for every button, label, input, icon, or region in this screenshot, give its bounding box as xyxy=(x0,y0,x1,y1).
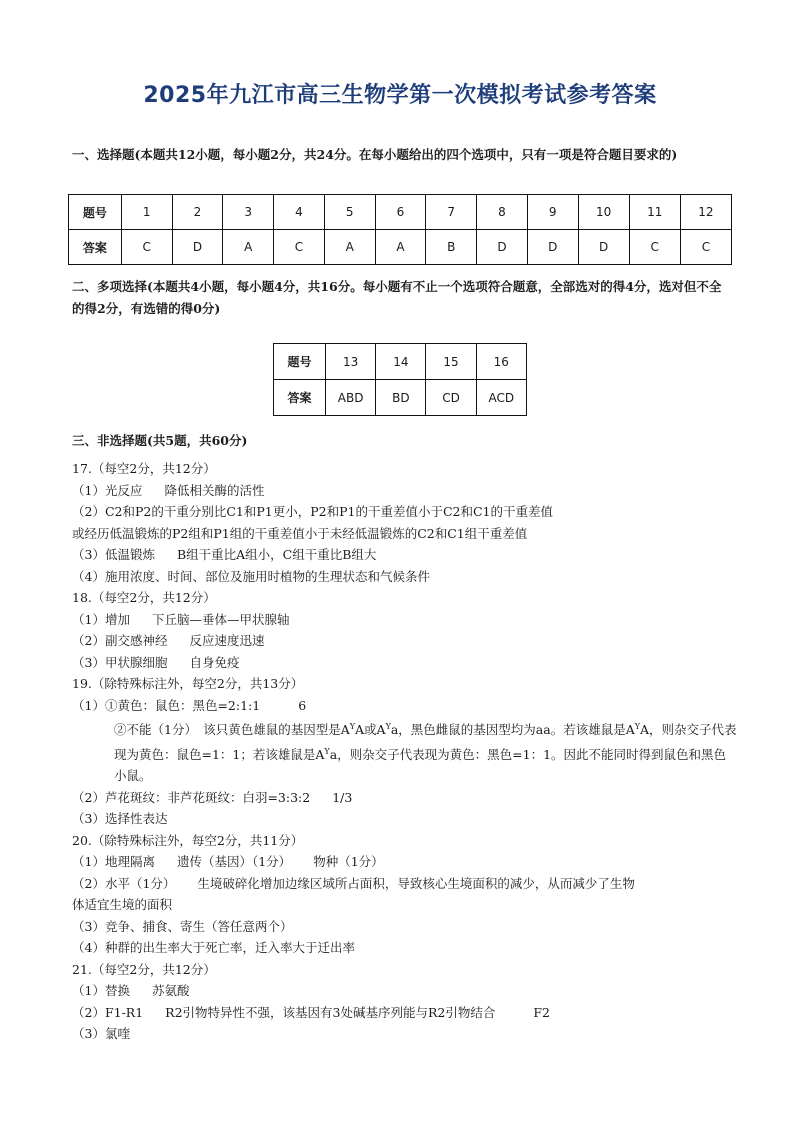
q19-heading: 19.（除特殊标注外，每空2分，共13分） xyxy=(72,676,304,691)
q18-heading: 18.（每空2分，共12分） xyxy=(72,590,216,605)
question-number: 3 xyxy=(223,195,274,230)
q19-answer-2 xyxy=(72,787,737,809)
answer-text: 1/3 xyxy=(332,789,353,805)
answer-text: F2 xyxy=(533,1004,550,1020)
q17-answer-1 xyxy=(72,480,737,502)
q19-answer-1-explanation: ②不能（1分） 该只黄色雄鼠的基因型是$A^YA$或$A^Ya$，黑色雌鼠的基因型均为aa。若该雄鼠是$A^YA$，则杂交子代表现为黄色：鼠色=1：1；若该雄鼠是$A^Ya$，则杂交子代表现为黄色：黑色=1：1。因此不能同时得到鼠色和黑色小鼠。 xyxy=(114,722,737,784)
page-title: 2025年九江市高三生物学第一次模拟考试参考答案 xyxy=(143,83,657,108)
q21-answer-1 xyxy=(72,980,737,1002)
q20-answer-2-cont: 体适宜生境的面积 xyxy=(72,897,173,913)
q19-answer-1 xyxy=(72,695,737,717)
answer-text: R2引物特异性不强，该基因有3处碱基序列能与R2引物结合 xyxy=(165,1004,496,1020)
answer-text: 6 xyxy=(298,697,307,713)
question-number: 5 xyxy=(324,195,375,230)
answer-text: 苏氨酸 xyxy=(151,983,190,999)
answer-cell: C xyxy=(274,230,325,265)
multi-choice-answer-table xyxy=(273,343,527,416)
q21-answer-2 xyxy=(72,1002,737,1024)
table-row xyxy=(274,344,527,380)
answer-cell: D xyxy=(527,230,578,265)
question-number: 1 xyxy=(121,195,172,230)
q17-answer-2: （2）C2和P2的干重分别比C1和P1更小，P2和P1的干重差值小于C2和C1的干重差值 xyxy=(72,504,553,519)
section3-body xyxy=(72,458,737,1045)
answer-text: （2）F1-R1 xyxy=(72,1004,144,1020)
answer-text: （1）光反应 xyxy=(72,482,143,498)
answer-cell: ACD xyxy=(476,380,526,416)
q20-answer-3: （3）竞争、捕食、寄生（答任意两个） xyxy=(72,918,293,934)
question-number: 11 xyxy=(629,195,680,230)
question-number-label: 题号 xyxy=(69,195,122,230)
answer-cell: C xyxy=(680,230,731,265)
answer-text: （2）水平（1分） xyxy=(72,875,176,891)
question-number: 16 xyxy=(476,344,526,380)
answer-cell: D xyxy=(477,230,528,265)
q19-answer-3: （3）选择性表达 xyxy=(72,811,168,827)
table-row xyxy=(274,380,527,416)
q20-answer-4: （4）种群的出生率大于死亡率，迁入率大于迁出率 xyxy=(72,940,355,956)
answer-label: 答案 xyxy=(69,230,122,265)
question-number: 4 xyxy=(274,195,325,230)
answer-cell: A xyxy=(223,230,274,265)
answer-text: 生境破碎化增加边缘区域所占面积，导致核心生境面积的减少，从而减少了生物 xyxy=(197,875,635,891)
answer-cell: ABD xyxy=(325,380,375,416)
q17-answer-3 xyxy=(72,544,737,566)
answer-label: 答案 xyxy=(274,380,326,416)
answer-cell: A xyxy=(375,230,426,265)
answer-cell: B xyxy=(426,230,477,265)
q17-heading: 17.（每空2分，共12分） xyxy=(72,461,216,476)
q18-answer-2 xyxy=(72,630,737,652)
answer-text: （3）甲状腺细胞 xyxy=(72,654,168,670)
question-number: 14 xyxy=(376,344,426,380)
question-number: 10 xyxy=(578,195,629,230)
table-row xyxy=(69,230,732,265)
question-number: 2 xyxy=(172,195,223,230)
answer-cell: A xyxy=(324,230,375,265)
answer-cell: D xyxy=(578,230,629,265)
answer-text: （2）芦花斑纹：非芦花斑纹：白羽=3:3:2 xyxy=(72,789,311,805)
answer-text: 自身免疫 xyxy=(189,654,240,670)
q21-answer-3: （3）氯喹 xyxy=(72,1026,130,1042)
question-number: 9 xyxy=(527,195,578,230)
answer-cell: C xyxy=(121,230,172,265)
single-choice-answer-table xyxy=(68,194,732,265)
answer-text: 下丘脑—垂体—甲状腺轴 xyxy=(151,611,290,627)
question-number: 13 xyxy=(325,344,375,380)
answer-text: （1）替换 xyxy=(72,983,130,999)
question-number: 8 xyxy=(477,195,528,230)
answer-text: B组干重比A组小，C组干重比B组大 xyxy=(176,547,377,562)
section3-heading: 三、非选择题(共5题，共60分) xyxy=(72,433,248,448)
answer-cell: D xyxy=(172,230,223,265)
question-number: 15 xyxy=(426,344,476,380)
answer-text: （3）低温锻炼 xyxy=(72,547,155,562)
q20-answer-2 xyxy=(72,873,737,895)
answer-text: 降低相关酶的活性 xyxy=(164,482,265,498)
question-number: 12 xyxy=(680,195,731,230)
question-number: 7 xyxy=(426,195,477,230)
q20-heading: 20.（除特殊标注外，每空2分，共11分） xyxy=(72,832,304,848)
answer-text: （1）增加 xyxy=(72,611,130,627)
answer-cell: CD xyxy=(426,380,476,416)
q20-answer-1 xyxy=(72,851,737,873)
answer-cell: BD xyxy=(376,380,426,416)
answer-text: 遗传（基因）（1分） xyxy=(176,854,292,870)
question-number-label: 题号 xyxy=(274,344,326,380)
section1-heading: 一、选择题(本题共12小题，每小题2分，共24分。在每小题给出的四个选项中，只有一项是符合题目要求的) xyxy=(72,147,678,162)
question-number: 6 xyxy=(375,195,426,230)
answer-text: （1）地理隔离 xyxy=(72,854,155,870)
section2-heading: 二、多项选择(本题共4小题，每小题4分，共16分。每小题有不止一个选项符合题意，全部选对的得4分，选对但不全的得2分，有选错的得0分) xyxy=(72,279,722,316)
q17-answer-2-alt: 或经历低温锻炼的P2组和P1组的干重差值小于未经低温锻炼的C2和C1组干重差值 xyxy=(72,525,528,541)
q18-answer-3 xyxy=(72,652,737,674)
q18-answer-1 xyxy=(72,609,737,631)
answer-text: （2）副交感神经 xyxy=(72,633,168,648)
table-row xyxy=(69,195,732,230)
answer-cell: C xyxy=(629,230,680,265)
q21-heading: 21.（每空2分，共12分） xyxy=(72,961,216,977)
answer-text: 物种（1分） xyxy=(313,854,384,870)
answer-text: 反应速度迅速 xyxy=(189,633,265,648)
q17-answer-4: （4）施用浓度、时间、部位及施用时植物的生理状态和气候条件 xyxy=(72,568,430,584)
answer-text: （1）①黄色：鼠色：黑色=2:1:1 xyxy=(72,697,261,713)
